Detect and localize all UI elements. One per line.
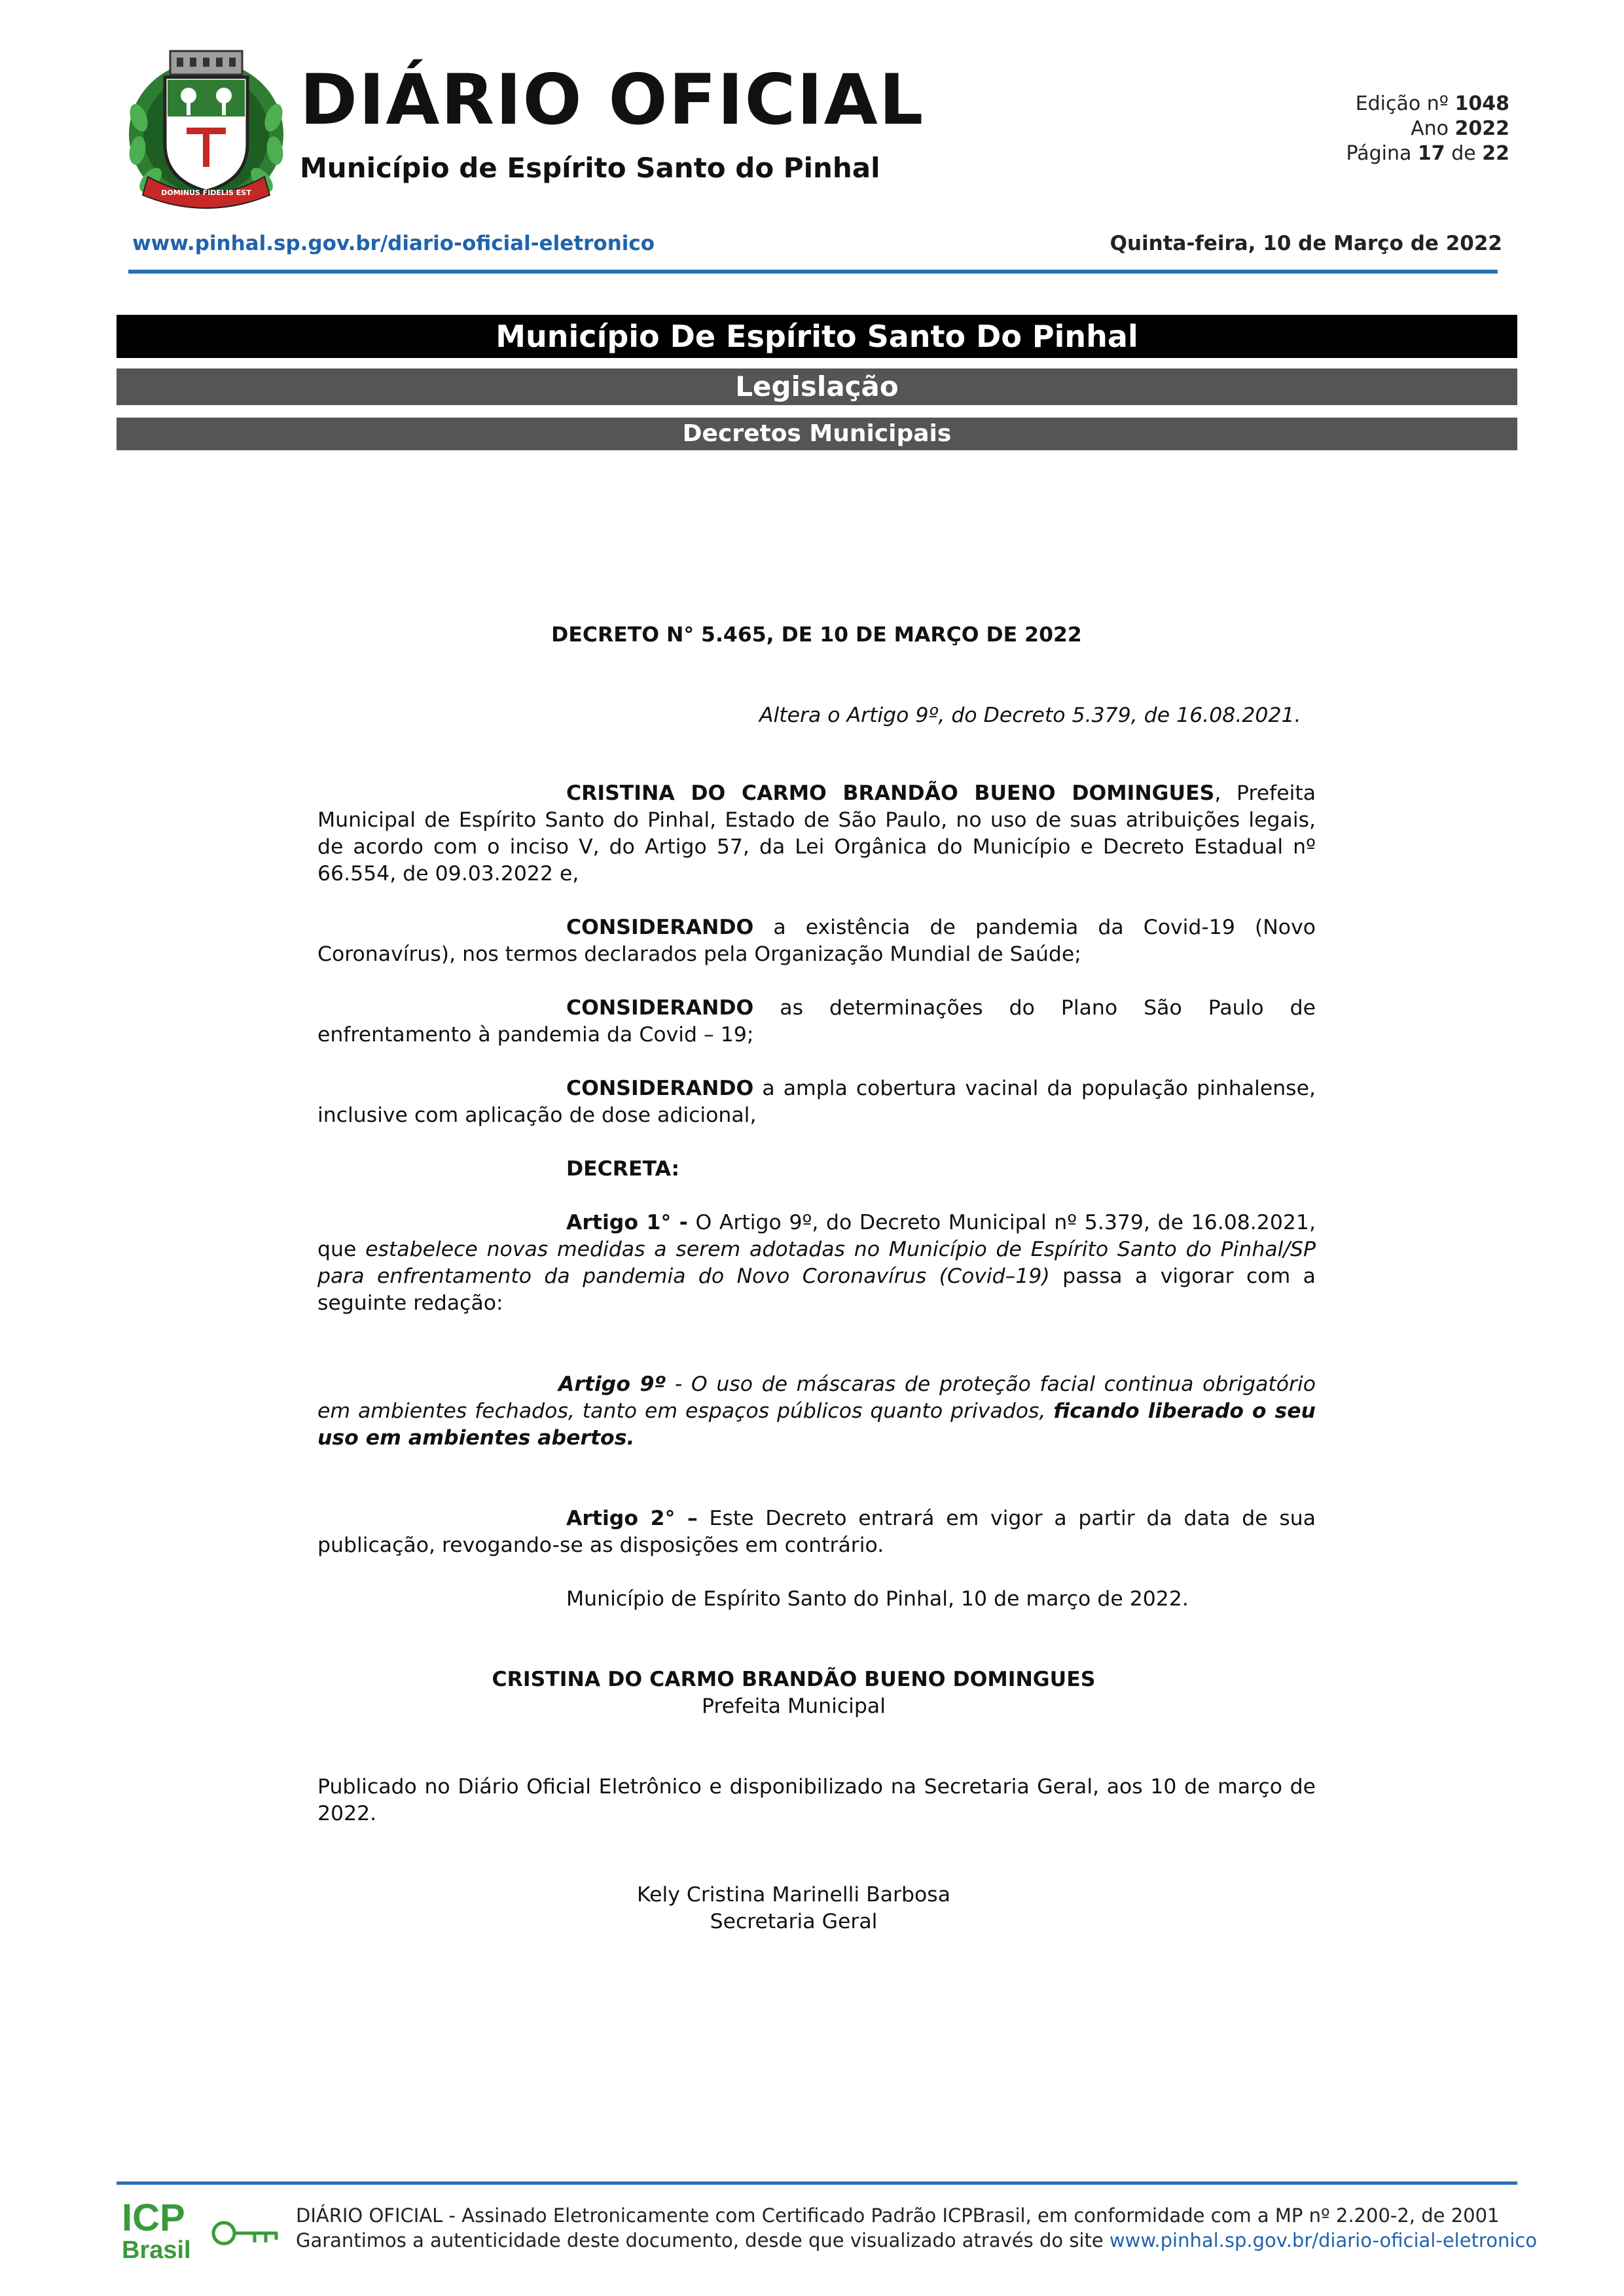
considerando-label: CONSIDERANDO [566,996,754,1020]
article-1-text-b: passa a vigorar com a seguinte redação: [317,1265,1316,1315]
header-divider [128,270,1498,274]
article-2-text: Este Decreto entrará em vigor a partir da data de sua publicação, revogando-se as disposições em contrário. [317,1507,1316,1557]
decree-ementa: Altera o Artigo 9º, do Decreto 5.379, de 16.08.2021. [759,704,1301,727]
decreta-label: DECRETA: [566,1157,680,1181]
year-label: Ano [1411,117,1449,140]
considerando-3-text: a ampla cobertura vacinal da população pinhalense, inclusive com aplicação de dose adicional, [317,1077,1316,1127]
considerando-label: CONSIDERANDO [566,1077,754,1100]
article-9 [317,1371,1316,1452]
masthead-title: DIÁRIO OFICIAL [300,60,925,140]
article-1-label: Artigo 1° - [566,1211,688,1234]
article-9-label: Artigo 9º [558,1372,666,1396]
article-1-text-italic: estabelece novas medidas a serem adotadas no Município de Espírito Santo do Pinhal/SP para enfrentamento da pandemia do Novo Coronavírus (Covid–19) [317,1238,1316,1288]
secretary-role: Secretaria Geral [710,1910,878,1933]
article-1 [317,1210,1316,1317]
place-date-text: Município de Espírito Santo do Pinhal, 10 de março de 2022. [566,1587,1189,1611]
decree-preamble [317,780,1316,888]
considerando-1 [317,914,1316,968]
footer-divider [117,2181,1517,2185]
signer-role: Prefeita Municipal [702,1695,886,1718]
page-number: 17 [1417,142,1445,165]
municipality-banner: Município De Espírito Santo Do Pinhal [117,315,1517,358]
page-of: de [1451,142,1476,165]
considerando-2 [317,995,1316,1049]
decreta-heading [317,1156,1316,1183]
icp-logo-top: ICP [122,2197,185,2239]
website-link[interactable]: www.pinhal.sp.gov.br/diario-oficial-eletronico [132,232,655,255]
secretary-block [543,1882,1044,1935]
article-9-bold: ficando liberado o seu uso em ambientes abertos. [317,1399,1316,1450]
page-label: Página [1346,142,1412,165]
signer-name: CRISTINA DO CARMO BRANDÃO BUENO DOMINGUES [492,1668,1096,1691]
page-total: 22 [1482,142,1509,165]
year-value: 2022 [1454,117,1509,140]
publication-note: Publicado no Diário Oficial Eletrônico e disponibilizado na Secretaria Geral, aos 10 de março de 2022. [317,1775,1316,1825]
preamble-name: CRISTINA DO CARMO BRANDÃO BUENO DOMINGUES [566,781,1215,805]
article-2-label: Artigo 2° – [566,1507,698,1530]
considerando-3 [317,1075,1316,1129]
footer-line-2 [296,2228,1537,2253]
considerando-1-text: a existência de pandemia da Covid-19 (Novo Coronavírus), nos termos declarados pela Organização Mundial de Saúde; [317,916,1316,966]
considerando-label: CONSIDERANDO [566,916,754,939]
icp-logo-bottom: Brasil [122,2236,191,2262]
article-1-text-a: O Artigo 9º, do Decreto Municipal nº 5.379, de 16.08.2021, que [317,1211,1316,1261]
footer-line-1: DIÁRIO OFICIAL - Assinado Eletronicamente com Certificado Padrão ICPBrasil, em conformidade com a MP nº 2.200-2, de 2001 [296,2204,1500,2227]
section-banner: Legislação [117,368,1517,405]
subsection-banner: Decretos Municipais [117,418,1517,450]
publication-date: Quinta-feira, 10 de Março de 2022 [1110,232,1502,255]
crest-motto: DOMINUS FIDELIS EST [161,188,251,197]
edition-label: Edição nº [1355,92,1449,115]
icp-brasil-logo [120,2197,284,2262]
decree-title: DECRETO N° 5.465, DE 10 DE MARÇO DE 2022 [551,623,1082,647]
place-date [317,1586,1316,1613]
secretary-name: Kely Cristina Marinelli Barbosa [636,1883,950,1907]
footer-text [296,2203,1537,2253]
key-icon [213,2223,278,2244]
preamble-text: , Prefeita Municipal de Espírito Santo do Pinhal, Estado de São Paulo, no uso de suas atribuições legais, de acordo com o inciso V, do Artigo 57, da Lei Orgânica do Município e Decreto Estadual nº 66.554, de 09.03.2022 e, [317,781,1316,886]
edition-info [1346,92,1509,166]
masthead-subtitle: Município de Espírito Santo do Pinhal [300,152,880,184]
article-2 [317,1505,1316,1559]
considerando-2-text: as determinações do Plano São Paulo de enfrentamento à pandemia da Covid – 19; [317,996,1316,1047]
article-9-text: - O uso de máscaras de proteção facial continua obrigatório em ambientes fechados, tanto em espaços públicos quanto privados, [317,1372,1316,1423]
municipal-crest-logo [124,46,288,209]
footer-website-link[interactable]: www.pinhal.sp.gov.br/diario-oficial-eletronico [1109,2229,1538,2251]
edition-number: 1048 [1454,92,1509,115]
signature-block [317,1666,1270,1720]
footer-line-2-prefix: Garantimos a autenticidade deste documento, desde que visualizado através do site [296,2229,1110,2251]
